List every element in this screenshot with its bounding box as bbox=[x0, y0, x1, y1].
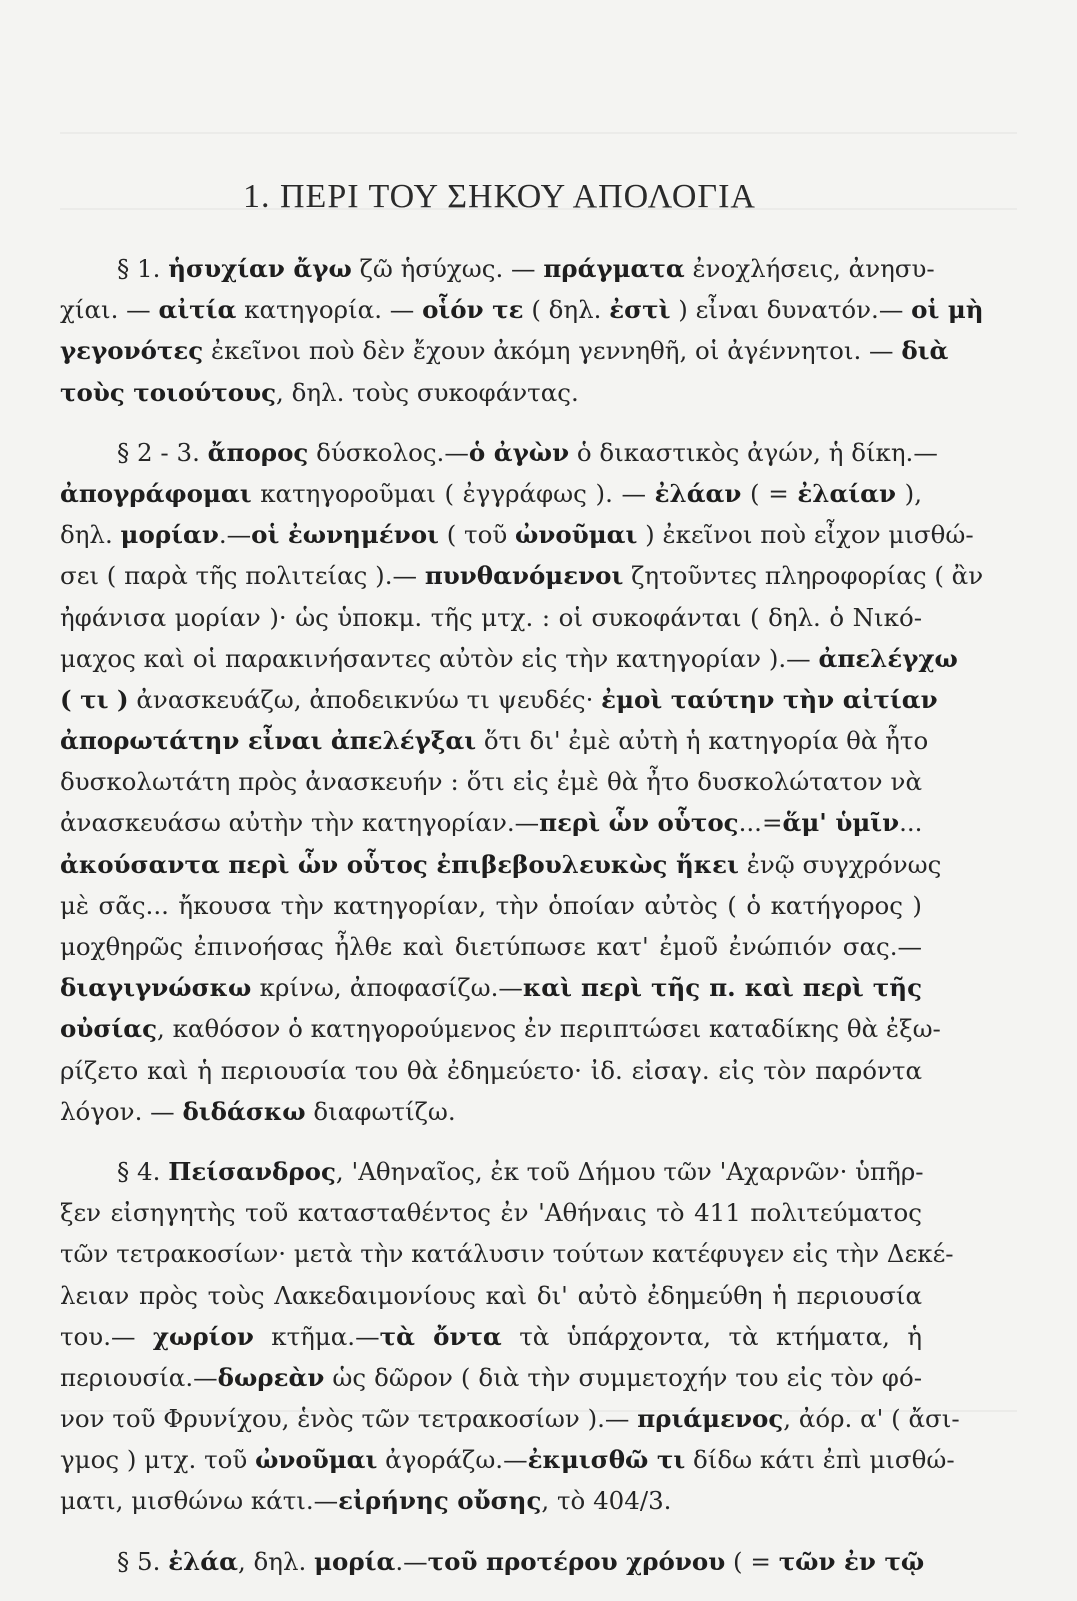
lemma-term: ἄπορος bbox=[207, 437, 309, 467]
lemma-term: πράγματα bbox=[543, 254, 685, 283]
text-line bbox=[60, 1151, 922, 1192]
commentary-text bbox=[60, 248, 984, 1601]
gloss-text: ( = bbox=[725, 1546, 779, 1576]
lemma-term: διὰ bbox=[901, 336, 949, 366]
lemma-term: εἰρήνης οὔσης bbox=[338, 1486, 542, 1516]
gloss-text: γμος ) μτχ. τοῦ bbox=[60, 1445, 256, 1475]
gloss-text: ( τοῦ bbox=[438, 520, 516, 550]
text-line bbox=[60, 1480, 922, 1521]
gloss-text: , ἀόρ. α' ( ἄσι- bbox=[783, 1404, 960, 1434]
gloss-text: ... bbox=[899, 808, 923, 838]
lemma-term: Πείσανδρος bbox=[168, 1156, 336, 1186]
gloss-text: ὅτι δι' ἐμὲ αὐτὴ ἡ κατηγορία θὰ ἦτο bbox=[476, 726, 929, 756]
lemma-term: τοὺς τοιούτους bbox=[60, 377, 277, 407]
lemma-term: τῶν ἐν τῷ bbox=[778, 1546, 925, 1576]
gloss-text: λειαν πρὸς τοὺς Λακεδαιμονίους καὶ δι' αὐτὸ ἐδημεύθη ἡ περιουσία bbox=[60, 1280, 922, 1310]
gloss-text: § 1. bbox=[117, 254, 169, 283]
bleed-through-line bbox=[60, 132, 1017, 134]
lemma-term: μορία bbox=[314, 1546, 396, 1576]
text-line bbox=[60, 1050, 922, 1091]
text-line bbox=[60, 555, 984, 596]
lemma-term: καὶ περὶ τῆς π. καὶ περὶ τῆς bbox=[522, 973, 923, 1003]
lemma-term: πριάμενος bbox=[637, 1404, 784, 1434]
gloss-text: ) εἶναι δυνατόν.— bbox=[670, 295, 912, 325]
gloss-text: .— bbox=[395, 1546, 428, 1576]
gloss-text: σει ( παρὰ τῆς πολιτείας ).— bbox=[60, 561, 425, 591]
lemma-term: ὠνοῦμαι bbox=[515, 520, 638, 550]
gloss-text: δύσκολος.— bbox=[308, 437, 469, 467]
gloss-text: κτῆμα.— bbox=[253, 1321, 380, 1351]
gloss-text: ), bbox=[896, 478, 922, 508]
gloss-text: δυσκολωτάτη πρὸς ἀνασκευήν : ὅτι εἰς ἐμὲ θὰ ἦτο δυσκολώτατον νὰ bbox=[60, 767, 922, 797]
lemma-term: αἰτία bbox=[158, 295, 237, 325]
gloss-text: του.— bbox=[60, 1321, 153, 1351]
lemma-term: γεγονότες bbox=[60, 336, 204, 366]
text-line bbox=[60, 1439, 955, 1480]
lemma-term: ἐστὶ bbox=[609, 295, 671, 325]
gloss-text: ἠφάνισα μορίαν )· ὡς ὑποκμ. τῆς μτχ. : οἱ συκοφάνται ( δηλ. ὁ Νικό- bbox=[60, 602, 922, 632]
lemma-term: ἀπογράφομαι bbox=[60, 478, 252, 508]
lemma-term: μορίαν bbox=[120, 520, 219, 550]
lemma-term: ἀπορωτάτην εἶναι ἀπελέγξαι bbox=[60, 726, 477, 756]
gloss-text: , 'Αθηναῖος, ἐκ τοῦ Δήμου τῶν 'Αχαρνῶν· ὑπῆρ- bbox=[335, 1156, 924, 1186]
text-line bbox=[60, 1316, 922, 1357]
text-line bbox=[60, 1541, 925, 1582]
gloss-text: κρίνω, ἀποφασίζω.— bbox=[251, 973, 523, 1003]
text-line bbox=[60, 679, 938, 720]
text-line bbox=[60, 967, 922, 1008]
lemma-term: πυνθανόμενοι bbox=[424, 561, 624, 591]
text-line bbox=[60, 1091, 922, 1132]
gloss-text: , καθόσον ὁ κατηγορούμενος ἐν περιπτώσει καταδίκης θὰ ἐξω- bbox=[157, 1014, 941, 1044]
lemma-term: δωρεὰν bbox=[217, 1362, 325, 1392]
lemma-term: οἱ ἐωνημένοι bbox=[251, 520, 439, 550]
gloss-text: μοχθηρῶς ἐπινοήσας ἦλθε καὶ διετύπωσε κατ' ἐμοῦ ἐνώπιόν σας.— bbox=[60, 932, 922, 961]
gloss-text: ...= bbox=[738, 808, 783, 838]
gloss-text: § 4. bbox=[117, 1156, 169, 1186]
gloss-text: τὰ ὑπάρχοντα, τὰ κτήματα, ἡ bbox=[501, 1321, 922, 1351]
text-line bbox=[60, 514, 974, 555]
gloss-text: ἐκεῖνοι ποὺ δὲν ἔχουν ἀκόμη γεννηθῆ, οἱ ἀγέννητοι. — bbox=[203, 336, 902, 366]
gloss-text: , τὸ 404/3. bbox=[541, 1486, 672, 1516]
lemma-term: ( τι ) bbox=[60, 684, 129, 714]
text-line bbox=[60, 289, 984, 330]
text-line bbox=[60, 885, 922, 926]
lemma-term: ἡσυχίαν ἄγω bbox=[168, 254, 352, 283]
gloss-text: μὲ σᾶς... ἤκουσα τὴν κατηγορίαν, τὴν ὁποίαν αὐτὸς ( ὁ κατήγορος ) bbox=[60, 890, 922, 920]
lemma-term: διδάσκω bbox=[182, 1096, 306, 1126]
paragraph bbox=[60, 1151, 960, 1522]
gloss-text: ( = bbox=[741, 478, 798, 508]
gloss-text: ματι, μισθώνω κάτι.— bbox=[60, 1486, 339, 1516]
text-line bbox=[60, 926, 922, 967]
lemma-term: ἐλαίαν bbox=[797, 478, 897, 508]
text-line bbox=[60, 1233, 954, 1274]
gloss-text: ἐνοχλήσεις, ἀνησυ- bbox=[684, 254, 935, 283]
lemma-term: οἷόν τε bbox=[422, 295, 524, 325]
gloss-text: ζητοῦντες πληροφορίας ( ἂν bbox=[623, 561, 984, 591]
text-line bbox=[60, 761, 922, 802]
gloss-text: περιουσία.— bbox=[60, 1362, 218, 1392]
paragraph bbox=[60, 248, 984, 413]
text-line bbox=[60, 844, 942, 885]
gloss-text: κατηγοροῦμαι ( ἐγγράφως ). — bbox=[251, 478, 655, 508]
gloss-text: ρίζετο καὶ ἡ περιουσία του θὰ ἐδημεύετο· ἰδ. εἰσαγ. εἰς τὸν παρόντα bbox=[60, 1055, 922, 1085]
section-title: 1. ΠΕΡΙ ΤΟΥ ΣΗΚΟΥ ΑΠΟΛΟΓΙΑ bbox=[243, 178, 756, 215]
lemma-term: ἀπελέγχω bbox=[818, 643, 958, 673]
lemma-term: οὐσίας bbox=[60, 1014, 158, 1044]
gloss-text: νον τοῦ Φρυνίχου, ἑνὸς τῶν τετρακοσίων ).— bbox=[60, 1404, 638, 1434]
text-line bbox=[60, 1357, 922, 1398]
gloss-text: χίαι. — bbox=[60, 295, 159, 325]
lemma-term: περὶ ὧν οὗτος bbox=[539, 808, 739, 838]
gloss-text: κατηγορία. — bbox=[236, 295, 423, 325]
lemma-term: ὁ ἀγὼν bbox=[468, 437, 570, 467]
gloss-text: , δηλ. bbox=[237, 1546, 315, 1576]
gloss-text: λόγον. — bbox=[60, 1096, 183, 1126]
gloss-text: ( δηλ. bbox=[523, 295, 610, 325]
lemma-term: ὠνοῦμαι bbox=[255, 1445, 378, 1475]
gloss-text: διαφωτίζω. bbox=[305, 1096, 456, 1126]
lemma-term: ἐμοὶ ταύτην τὴν αἰτίαν bbox=[601, 684, 938, 714]
gloss-text: ) ἐκεῖνοι ποὺ εἶχον μισθώ- bbox=[637, 520, 974, 550]
text-line bbox=[60, 1398, 960, 1439]
text-line bbox=[60, 432, 938, 473]
lemma-term: ἐκμισθῶ τι bbox=[527, 1445, 686, 1475]
gloss-text: δίδω κάτι ἐπὶ μισθώ- bbox=[685, 1445, 955, 1475]
gloss-text: ξεν εἰσηγητὴς τοῦ κατασταθέντος ἐν 'Αθήναις τὸ 411 πολιτεύματος bbox=[60, 1198, 922, 1228]
lemma-term: οἱ μὴ bbox=[911, 295, 984, 325]
paragraph bbox=[60, 1541, 925, 1582]
text-line bbox=[60, 473, 922, 514]
lemma-term: τὰ ὄντα bbox=[379, 1321, 502, 1351]
text-line bbox=[60, 1192, 922, 1233]
gloss-text: § 5. bbox=[117, 1546, 169, 1576]
lemma-term: ἐλάα bbox=[168, 1546, 238, 1576]
text-line bbox=[60, 330, 949, 371]
gloss-text: μαχος καὶ οἱ παρακινήσαντες αὐτὸν εἰς τὴν κατηγορίαν ).— bbox=[60, 643, 819, 673]
gloss-text: τῶν τετρακοσίων· μετὰ τὴν κατάλυσιν τούτων κατέφυγεν εἰς τὴν Δεκέ- bbox=[60, 1239, 954, 1269]
lemma-term: χωρίον bbox=[152, 1321, 254, 1351]
text-line bbox=[60, 597, 922, 638]
gloss-text: ὡς δῶρον ( διὰ τὴν συμμετοχήν του εἰς τὸν φό- bbox=[324, 1362, 922, 1392]
text-line bbox=[60, 638, 958, 679]
gloss-text: ἐνῷ συγχρόνως bbox=[738, 849, 942, 879]
gloss-text: ζῶ ἡσύχως. — bbox=[351, 254, 544, 283]
text-line bbox=[60, 720, 929, 761]
lemma-term: ἀκούσαντα περὶ ὧν οὗτος ἐπιβεβουλευκὼς ἥκει bbox=[60, 849, 739, 879]
gloss-text: ἀγοράζω.— bbox=[377, 1445, 528, 1475]
text-line bbox=[60, 802, 922, 843]
gloss-text: § 2 - 3. bbox=[117, 437, 208, 467]
text-line bbox=[60, 1008, 941, 1049]
gloss-text: ὁ δικαστικὸς ἀγών, ἡ δίκη.— bbox=[569, 437, 938, 467]
lemma-term: ἐλάαν bbox=[654, 478, 742, 508]
paragraph bbox=[60, 432, 984, 1132]
lemma-term: ἅμ' ὑμῖν bbox=[782, 808, 900, 838]
lemma-term: διαγιγνώσκω bbox=[60, 973, 252, 1003]
lemma-term: τοῦ προτέρου χρόνου bbox=[427, 1546, 726, 1576]
text-line bbox=[60, 372, 922, 413]
text-line bbox=[60, 1275, 922, 1316]
gloss-text: δηλ. bbox=[60, 520, 121, 550]
gloss-text: .— bbox=[218, 520, 252, 550]
gloss-text: ἀνασκευάζω, ἀποδεικνύω τι ψευδές· bbox=[128, 684, 602, 714]
gloss-text: ἀνασκευάσω αὐτὴν τὴν κατηγορίαν.— bbox=[60, 808, 540, 838]
text-line bbox=[60, 248, 935, 289]
gloss-text: , δηλ. τοὺς συκοφάντας. bbox=[276, 377, 579, 407]
